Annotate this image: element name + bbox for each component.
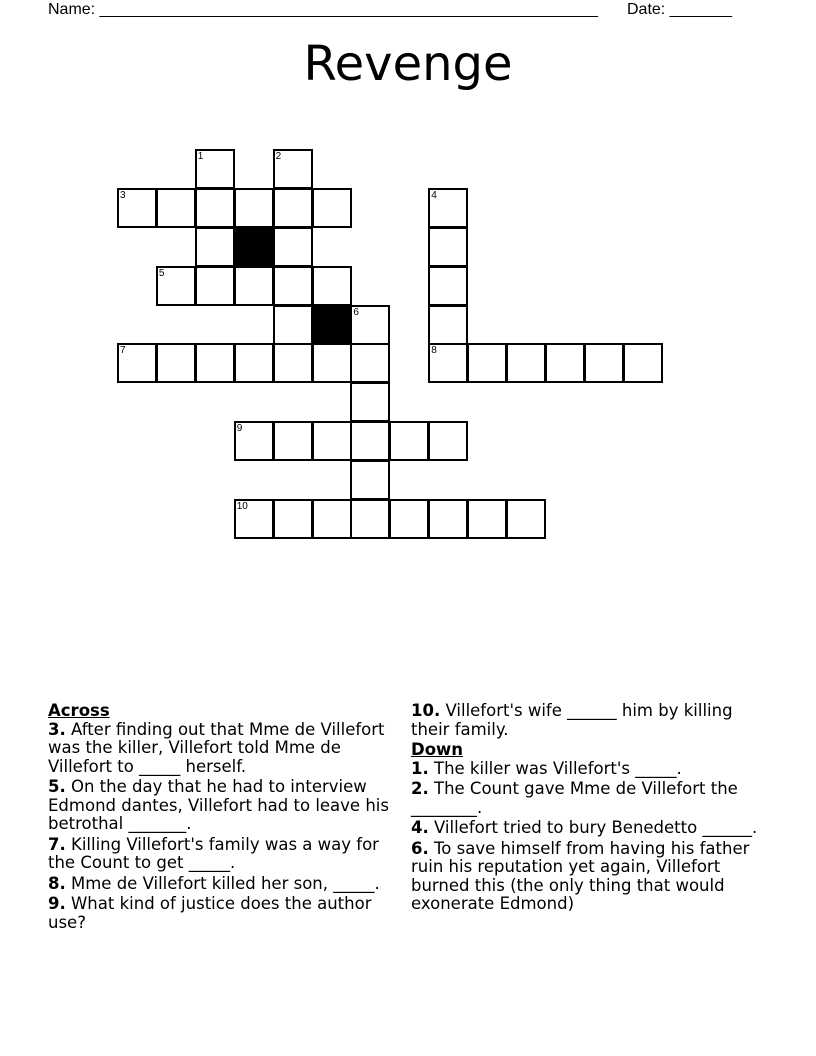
grid-cell[interactable] bbox=[273, 305, 313, 345]
clue-text: Mme de Villefort killed her son, _____. bbox=[65, 873, 380, 893]
grid-cell[interactable] bbox=[428, 343, 468, 383]
grid-cell[interactable] bbox=[584, 343, 624, 383]
grid-cell[interactable] bbox=[195, 188, 235, 228]
grid-cell[interactable] bbox=[156, 188, 196, 228]
clue-number: 5. bbox=[48, 777, 66, 796]
clue-item bbox=[411, 760, 771, 779]
grid-cell[interactable] bbox=[350, 382, 390, 422]
clue-item bbox=[411, 780, 771, 817]
clue-number: 1 bbox=[197, 150, 204, 162]
clue-text: The Count gave Mme de Villefort the ________. bbox=[411, 779, 738, 817]
clue-text: The killer was Villefort's _____. bbox=[428, 758, 682, 778]
grid-cell[interactable] bbox=[195, 227, 235, 267]
grid-cell[interactable] bbox=[312, 421, 352, 461]
clue-number: 10. bbox=[411, 701, 441, 720]
clue-number: 6 bbox=[353, 306, 359, 318]
clue-number: 2. bbox=[411, 779, 429, 798]
grid-cell[interactable] bbox=[312, 499, 352, 539]
grid-cell[interactable] bbox=[273, 421, 313, 461]
grid-cell[interactable] bbox=[428, 305, 468, 345]
grid-cell[interactable] bbox=[234, 499, 274, 539]
clue-item bbox=[48, 875, 410, 894]
grid-cell[interactable] bbox=[350, 305, 390, 345]
clue-number: 3. bbox=[48, 719, 66, 739]
grid-block bbox=[234, 227, 274, 267]
grid-cell[interactable] bbox=[350, 460, 390, 500]
grid-cell[interactable] bbox=[350, 421, 390, 461]
grid-cell[interactable] bbox=[234, 266, 274, 306]
grid-cell[interactable] bbox=[428, 499, 468, 539]
clue-number: 9 bbox=[236, 423, 243, 435]
clue-number: 7 bbox=[120, 345, 126, 357]
clue-number: 2 bbox=[275, 150, 282, 162]
grid-cell[interactable] bbox=[156, 266, 196, 306]
clue-text: Villefort's wife ______ him by killing their family. bbox=[411, 701, 733, 739]
grid-cell[interactable] bbox=[467, 499, 507, 539]
clue-text: After finding out that Mme de Villefort was the killer, Villefort told Mme de Villefort to _____ herself. bbox=[48, 719, 385, 776]
page-title: Revenge bbox=[303, 36, 513, 92]
clue-number: 1. bbox=[411, 758, 429, 778]
grid-cell[interactable] bbox=[234, 343, 274, 383]
grid-cell[interactable] bbox=[312, 266, 352, 306]
clue-number: 3 bbox=[120, 189, 126, 201]
clue-number: 4. bbox=[411, 818, 429, 837]
grid-cell[interactable] bbox=[428, 266, 468, 306]
grid-cell[interactable] bbox=[195, 343, 235, 383]
clue-item bbox=[411, 840, 771, 914]
clue-text: What kind of justice does the author use? bbox=[48, 894, 372, 932]
grid-cell[interactable] bbox=[273, 266, 313, 306]
grid-cell[interactable] bbox=[156, 343, 196, 383]
grid-cell[interactable] bbox=[545, 343, 585, 383]
across-heading: Across bbox=[48, 701, 110, 720]
grid-cell[interactable] bbox=[428, 227, 468, 267]
grid-cell[interactable] bbox=[117, 343, 157, 383]
clue-text: Killing Villefort's family was a way for the Count to get _____. bbox=[48, 834, 379, 872]
grid-cell[interactable] bbox=[506, 343, 546, 383]
grid-cell[interactable] bbox=[428, 421, 468, 461]
clues-column-left bbox=[48, 702, 410, 934]
clue-number: 8 bbox=[431, 345, 437, 357]
clue-number: 10 bbox=[236, 501, 248, 512]
grid-cell[interactable] bbox=[312, 343, 352, 383]
clue-item bbox=[411, 819, 771, 838]
grid-cell[interactable] bbox=[234, 188, 274, 228]
grid-cell[interactable] bbox=[195, 266, 235, 306]
grid-cell[interactable] bbox=[467, 343, 507, 383]
grid-cell[interactable] bbox=[273, 343, 313, 383]
grid-cell[interactable] bbox=[273, 188, 313, 228]
grid-cell[interactable] bbox=[428, 188, 468, 228]
grid-cell[interactable] bbox=[273, 149, 313, 189]
clue-number: 9. bbox=[48, 894, 66, 913]
grid-cell[interactable] bbox=[623, 343, 663, 383]
clue-number: 5 bbox=[158, 267, 165, 279]
clue-number: 4 bbox=[431, 189, 437, 201]
name-field-label: Name: ________________________________________________________ bbox=[48, 1, 598, 18]
clue-number: 7. bbox=[48, 834, 66, 854]
grid-cell[interactable] bbox=[273, 499, 313, 539]
down-heading: Down bbox=[411, 740, 464, 759]
grid-cell[interactable] bbox=[195, 149, 235, 189]
grid-cell[interactable] bbox=[273, 227, 313, 267]
clue-item bbox=[48, 836, 410, 873]
clue-number: 6. bbox=[411, 838, 429, 858]
grid-cell[interactable] bbox=[350, 499, 390, 539]
grid-cell[interactable] bbox=[312, 188, 352, 228]
grid-cell[interactable] bbox=[506, 499, 546, 539]
clue-item bbox=[48, 721, 410, 777]
clue-text: On the day that he had to interview Edmond dantes, Villefort had to leave his betrothal _______. bbox=[48, 777, 389, 833]
clue-item bbox=[48, 778, 410, 834]
grid-cell[interactable] bbox=[117, 188, 157, 228]
grid-cell[interactable] bbox=[234, 421, 274, 461]
clue-text: To save himself from having his father ruin his reputation yet again, Villefort burned this (the only thing that would exonerate Edmond) bbox=[411, 838, 750, 913]
grid-cell[interactable] bbox=[350, 343, 390, 383]
clues-column-right bbox=[411, 702, 771, 916]
clue-item bbox=[411, 702, 771, 739]
date-field-label: Date: _______ bbox=[627, 1, 732, 18]
crossword-grid bbox=[0, 0, 816, 520]
clue-item bbox=[48, 895, 410, 932]
clue-text: Villefort tried to bury Benedetto ______. bbox=[428, 818, 758, 837]
clue-number: 8. bbox=[48, 873, 66, 893]
grid-cell[interactable] bbox=[389, 421, 429, 461]
grid-cell[interactable] bbox=[389, 499, 429, 539]
grid-block bbox=[312, 305, 352, 345]
